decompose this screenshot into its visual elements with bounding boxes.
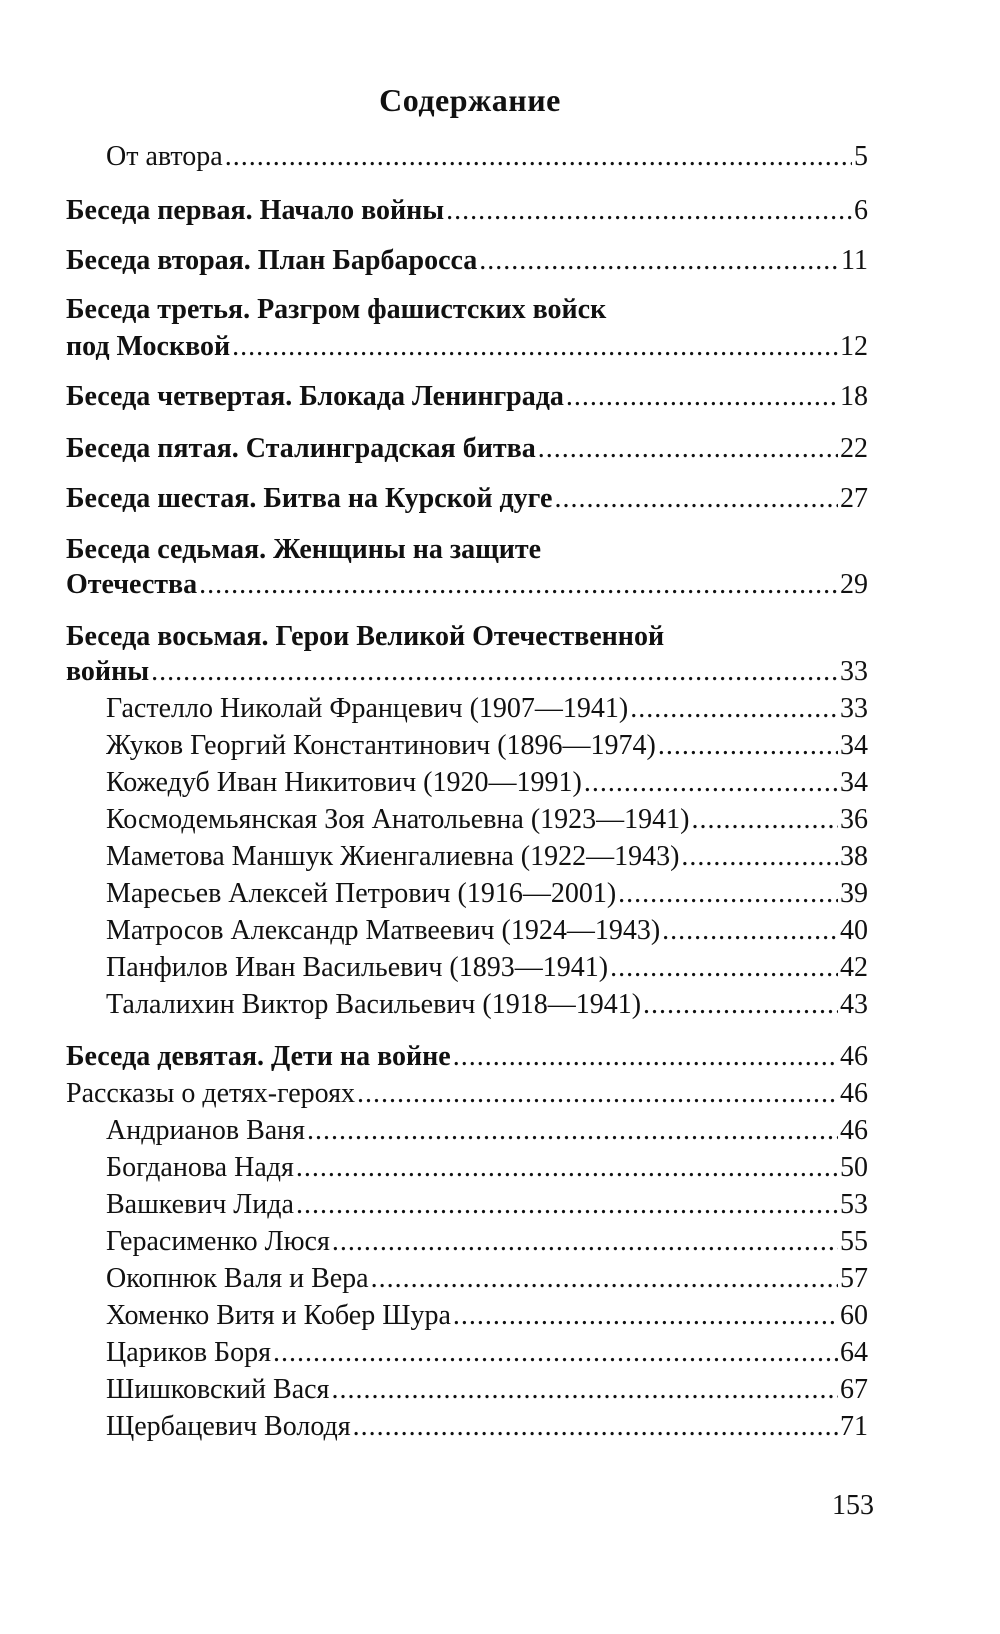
toc-entry-page: 5 xyxy=(854,141,868,172)
toc-leader-dots xyxy=(643,988,838,1022)
toc-subentry xyxy=(106,1262,868,1296)
toc-subentry xyxy=(106,914,868,948)
toc-entry-title: Андрианов Ваня xyxy=(106,1115,306,1146)
toc-leader-dots xyxy=(273,1336,838,1370)
toc-entry-page: 6 xyxy=(854,195,868,226)
toc-entry-page: 42 xyxy=(840,952,868,983)
toc-subentry xyxy=(106,840,868,874)
toc-entry-title: Матросов Александр Матвеевич (1924—1943) xyxy=(106,915,661,946)
toc-subentry xyxy=(106,1336,868,1370)
toc-leader-dots xyxy=(332,1225,838,1259)
toc-entry-first-line: Беседа седьмая. Женщины на защите xyxy=(66,534,542,565)
toc-subentry xyxy=(106,1151,868,1185)
page-title: Содержание xyxy=(379,82,561,118)
toc-entry-page: 57 xyxy=(840,1263,868,1294)
toc-leader-dots xyxy=(584,766,838,800)
toc-entry-page: 43 xyxy=(840,989,868,1020)
toc-leader-dots xyxy=(331,1373,838,1407)
toc-entry-title: От автора xyxy=(106,141,223,172)
toc-subentry xyxy=(106,988,868,1022)
toc-entry-page: 33 xyxy=(840,656,868,687)
toc-subentry xyxy=(106,766,868,800)
toc-entry-title: под Москвой xyxy=(66,331,231,362)
toc-entry-title: Жуков Георгий Константинович (1896—1974) xyxy=(106,730,656,761)
toc-entry xyxy=(106,140,868,174)
toc-entry-title: Отечества xyxy=(66,569,198,600)
toc-subentry xyxy=(106,692,868,726)
toc-leader-dots xyxy=(307,1114,838,1148)
toc-entry-page: 46 xyxy=(840,1041,868,1072)
toc-leader-dots xyxy=(618,877,838,911)
toc-entry-first-line: Беседа восьмая. Герои Великой Отечественной xyxy=(66,621,665,652)
toc-entry-page: 34 xyxy=(840,730,868,761)
toc-leader-dots xyxy=(566,380,838,414)
toc-leader-dots xyxy=(446,194,852,228)
toc-entry-title: Маресьев Алексей Петрович (1916—2001) xyxy=(106,878,617,909)
toc-entry-title: Панфилов Иван Васильевич (1893—1941) xyxy=(106,952,609,983)
toc-subentry xyxy=(106,1225,868,1259)
toc-entry-title: Окопнюк Валя и Вера xyxy=(106,1263,369,1294)
toc-entry-page: 46 xyxy=(840,1078,868,1109)
page-number: 153 xyxy=(832,1490,874,1521)
toc-entry-title: Шишковский Вася xyxy=(106,1374,330,1405)
toc-entry-title: Богданова Надя xyxy=(106,1152,294,1183)
toc-entry-title: Беседа шестая. Битва на Курской дуге xyxy=(66,483,553,514)
toc-entry-page: 71 xyxy=(840,1411,868,1442)
toc-leader-dots xyxy=(371,1262,838,1296)
toc-entry-title: Космодемьянская Зоя Анатольевна (1923—1941) xyxy=(106,804,690,835)
toc-entry-page: 27 xyxy=(840,483,868,514)
toc-entry-page: 33 xyxy=(840,693,868,724)
toc-subentry xyxy=(106,951,868,985)
toc-entry xyxy=(66,330,868,364)
toc-entry-title: Беседа пятая. Сталинградская битва xyxy=(66,433,536,464)
toc-entry-page: 53 xyxy=(840,1189,868,1220)
toc-leader-dots xyxy=(232,330,838,364)
toc-entry xyxy=(66,1077,868,1111)
toc-entry-page: 67 xyxy=(840,1374,868,1405)
toc-entry-page: 64 xyxy=(840,1337,868,1368)
toc-entry xyxy=(66,380,868,414)
toc-leader-dots xyxy=(453,1299,838,1333)
toc-entry-title: Хоменко Витя и Кобер Шура xyxy=(106,1300,451,1331)
toc-entry-page: 12 xyxy=(840,331,868,362)
toc-entry-title: Беседа четвертая. Блокада Ленинграда xyxy=(66,381,564,412)
toc-entry-title: Беседа вторая. План Барбаросса xyxy=(66,245,478,276)
toc-entry-title: Щербацевич Володя xyxy=(106,1411,351,1442)
toc-subentry xyxy=(106,1114,868,1148)
toc-leader-dots xyxy=(296,1151,838,1185)
toc-entry-page: 38 xyxy=(840,841,868,872)
toc-entry-title: Герасименко Люся xyxy=(106,1226,330,1257)
toc-entry-page: 18 xyxy=(840,381,868,412)
toc-entry-title: Рассказы о детях-героях xyxy=(66,1078,355,1109)
toc-subentry xyxy=(106,729,868,763)
toc-entry-page: 39 xyxy=(840,878,868,909)
toc-leader-dots xyxy=(453,1040,838,1074)
toc-entry-page: 34 xyxy=(840,767,868,798)
toc-subentry xyxy=(106,1410,868,1444)
toc-entry-title: Цариков Боря xyxy=(106,1337,271,1368)
toc-entry-title: Маметова Маншук Жиенгалиевна (1922—1943) xyxy=(106,841,680,872)
toc-entry xyxy=(66,244,868,278)
toc-entry xyxy=(66,568,868,602)
toc-entry-title: Кожедуб Иван Никитович (1920—1991) xyxy=(106,767,582,798)
toc-entry-page: 36 xyxy=(840,804,868,835)
toc-leader-dots xyxy=(658,729,838,763)
toc-leader-dots xyxy=(630,692,838,726)
toc-subentry xyxy=(106,1299,868,1333)
toc-leader-dots xyxy=(151,655,838,689)
toc-entry-title: Беседа первая. Начало войны xyxy=(66,195,445,226)
toc-entry-page: 22 xyxy=(840,433,868,464)
toc-entry-title: Вашкевич Лида xyxy=(106,1189,294,1220)
toc-entry-page: 60 xyxy=(840,1300,868,1331)
toc-entry-title: Гастелло Николай Францевич (1907—1941) xyxy=(106,693,629,724)
toc-entry-title: войны xyxy=(66,656,150,687)
toc-leader-dots xyxy=(479,244,839,278)
toc-entry-page: 55 xyxy=(840,1226,868,1257)
toc-entry xyxy=(66,482,868,516)
toc-entry-title: Беседа девятая. Дети на войне xyxy=(66,1041,451,1072)
toc-leader-dots xyxy=(225,140,852,174)
toc-leader-dots xyxy=(357,1077,838,1111)
toc-leader-dots xyxy=(199,568,838,602)
toc-entry-title: Талалихин Виктор Васильевич (1918—1941) xyxy=(106,989,642,1020)
toc-subentry xyxy=(106,1188,868,1222)
toc-leader-dots xyxy=(692,803,839,837)
toc-leader-dots xyxy=(662,914,838,948)
toc-leader-dots xyxy=(610,951,838,985)
toc-subentry xyxy=(106,877,868,911)
toc-entry xyxy=(66,194,868,228)
toc-subentry xyxy=(106,1373,868,1407)
toc-entry-page: 40 xyxy=(840,915,868,946)
toc-leader-dots xyxy=(296,1188,838,1222)
toc-entry-page: 50 xyxy=(840,1152,868,1183)
toc-entry-first-line: Беседа третья. Разгром фашистских войск xyxy=(66,294,607,325)
toc-leader-dots xyxy=(554,482,838,516)
toc-entry-page: 29 xyxy=(840,569,868,600)
toc-leader-dots xyxy=(353,1410,838,1444)
toc-entry-page: 46 xyxy=(840,1115,868,1146)
toc-entry xyxy=(66,1040,868,1074)
toc-leader-dots xyxy=(681,840,838,874)
toc-entry xyxy=(66,655,868,689)
toc-entry-page: 11 xyxy=(841,245,868,276)
toc-entry xyxy=(66,432,868,466)
toc-leader-dots xyxy=(538,432,838,466)
toc-subentry xyxy=(106,803,868,837)
